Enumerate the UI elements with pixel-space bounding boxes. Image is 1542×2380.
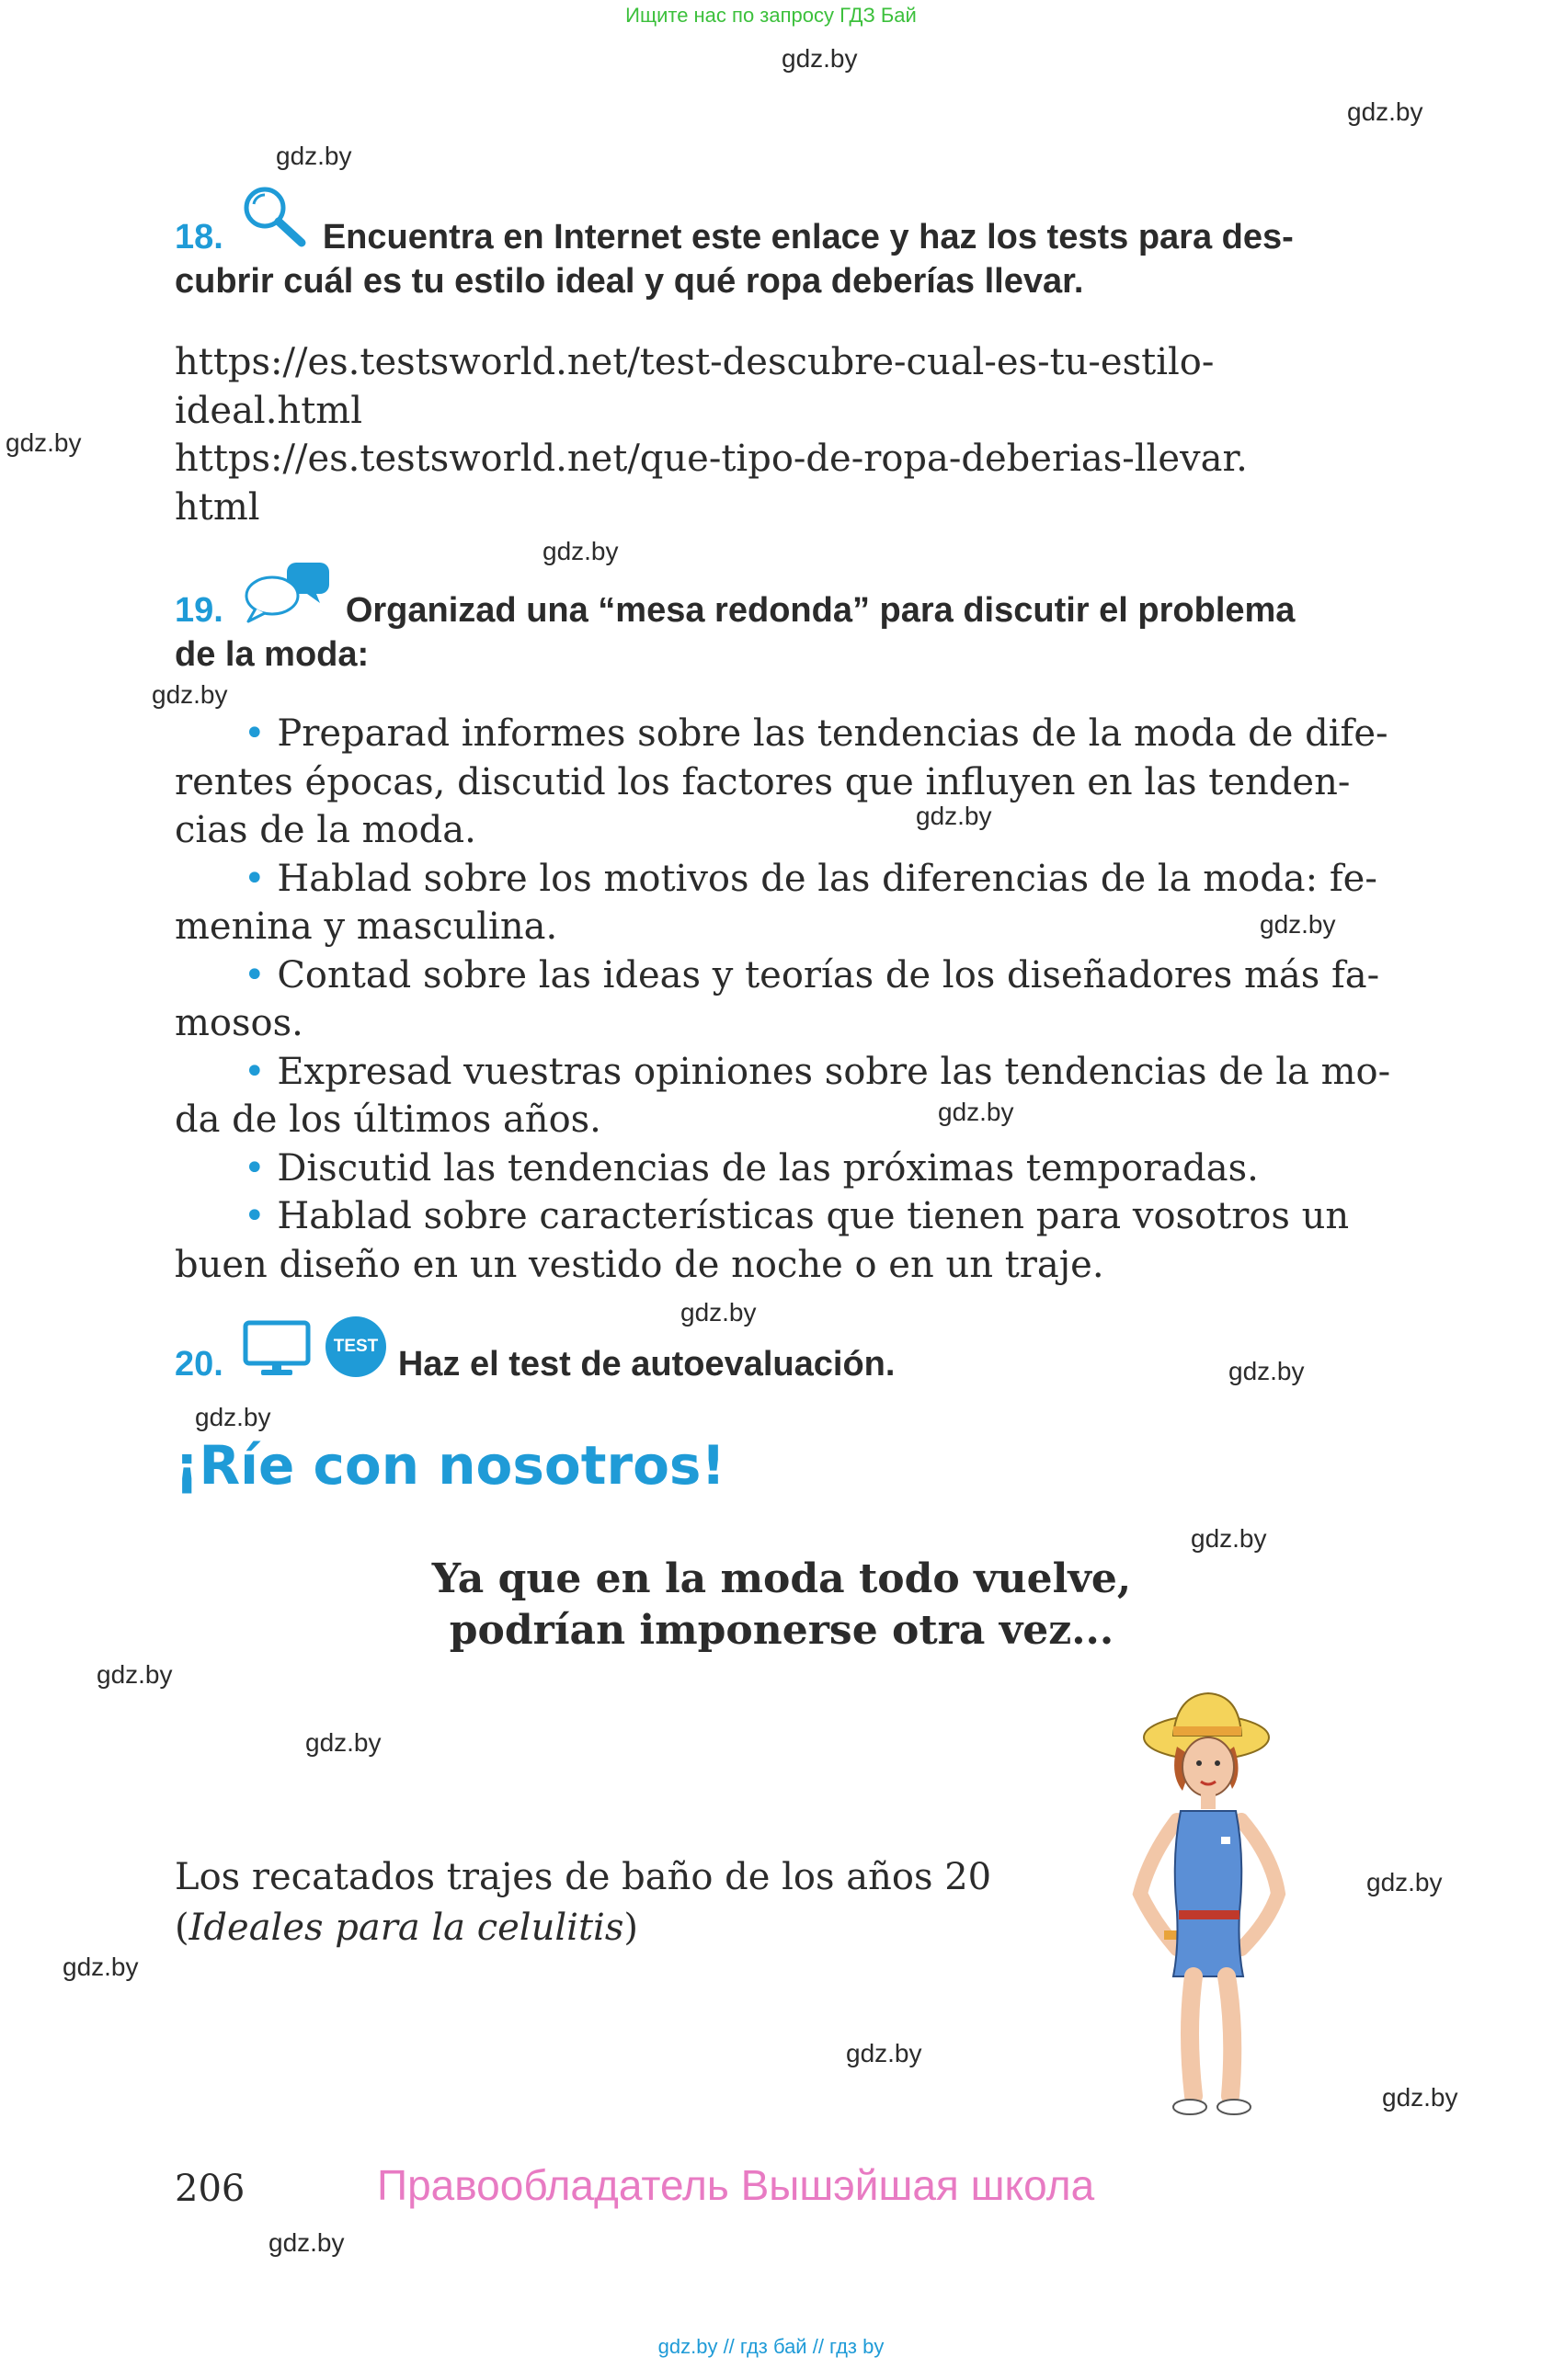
list-item — [175, 1144, 1398, 1193]
list-item-continuation: buen diseño en un vestido de noche o en un traje. — [175, 1243, 1104, 1286]
task-heading-line: Organizad una “mesa redonda” para discutir el problema — [345, 591, 1296, 630]
bullet-icon: • — [244, 1195, 266, 1237]
task-number: 20. — [175, 1345, 223, 1384]
watermark: gdz.by — [543, 537, 619, 565]
quote-line: Ya que en la moda todo vuelve, — [431, 1555, 1132, 1602]
link-line: ideal.html — [175, 389, 362, 432]
watermark: gdz.by — [276, 142, 352, 170]
watermark: gdz.by — [97, 1660, 173, 1689]
task-heading-line: Haz el test de autoevaluación. — [397, 1345, 896, 1384]
joke-caption — [175, 1852, 991, 1953]
list-item-text: Expresad vuestras opiniones sobre las tendencias de la mo- — [277, 1050, 1391, 1093]
list-item — [175, 951, 1398, 1000]
list-item-continuation: rentes épocas, discutid los factores que influyen en las tenden- — [175, 760, 1351, 803]
top-banner: Ищите нас по запросу ГДЗ Бай — [625, 4, 917, 27]
bullet-icon: • — [244, 712, 266, 755]
list-item-text: Hablad sobre los motivos de las diferencias de la moda: fe- — [277, 857, 1377, 900]
task-19-list — [175, 710, 1398, 1289]
watermark: gdz.by — [782, 44, 858, 73]
caption-line: Los recatados trajes de baño de los años 20 — [175, 1856, 992, 1898]
list-item-text: Hablad sobre características que tienen para vosotros un — [277, 1195, 1350, 1237]
test-badge-label: TEST — [333, 1337, 379, 1356]
task-18-heading — [175, 215, 1398, 303]
task-number: 18. — [175, 218, 223, 256]
watermark: gdz.by — [916, 802, 992, 830]
watermark: gdz.by — [1366, 1868, 1443, 1896]
watermark: gdz.by — [6, 428, 82, 457]
task-number: 19. — [175, 591, 223, 630]
watermark: gdz.by — [305, 1728, 382, 1757]
list-item-continuation: mosos. — [175, 1002, 303, 1044]
watermark: gdz.by — [1347, 97, 1423, 126]
list-item-text: Contad sobre las ideas y teorías de los diseñadores más fa- — [277, 953, 1380, 996]
list-item — [175, 1048, 1398, 1097]
bullet-icon: • — [244, 953, 266, 996]
list-item-continuation: menina y masculina. — [175, 905, 558, 948]
watermark: gdz.by — [938, 1098, 1014, 1126]
task-heading-line: de la moda: — [175, 635, 370, 674]
watermark: gdz.by — [63, 1953, 139, 1981]
watermark: gdz.by — [1260, 910, 1336, 939]
watermark: gdz.by — [195, 1403, 271, 1431]
list-item — [175, 710, 1398, 758]
watermark: gdz.by — [846, 2039, 922, 2067]
task-19-heading — [175, 588, 1398, 677]
task-18-links — [175, 338, 1398, 531]
link-line: https://es.testsworld.net/test-descubre-cual-es-tu-estilo- — [175, 341, 1215, 383]
bullet-icon: • — [244, 1146, 266, 1190]
link-line: https://es.testsworld.net/que-tipo-de-ropa-deberias-llevar. — [175, 438, 1248, 480]
watermark: gdz.by — [1228, 1357, 1305, 1385]
quote-line: podrían imponerse otra vez... — [449, 1607, 1114, 1654]
bullet-icon: • — [244, 857, 266, 900]
task-20-heading — [175, 1342, 1398, 1386]
copyright-holder: Правообладатель Вышэйшая школа — [377, 2161, 1095, 2209]
list-item — [175, 1192, 1398, 1241]
watermark: gdz.by — [152, 680, 228, 709]
bullet-icon: • — [244, 1050, 266, 1093]
link-line: html — [175, 485, 260, 529]
page-number: 206 — [175, 2168, 246, 2210]
section-title: ¡Ríe con nosotros! — [175, 1434, 725, 1497]
swimsuit-woman-illustration — [1113, 1682, 1315, 2127]
caption-line: (Ideales para la celulitis) — [175, 1907, 638, 1949]
list-item-continuation: da de los últimos años. — [175, 1099, 601, 1141]
joke-quote — [423, 1554, 1140, 1657]
footer-links: gdz.by // гдз бай // гдз by — [657, 2335, 885, 2358]
list-item-text: Preparad informes sobre las tendencias de la moda de dife- — [277, 712, 1388, 755]
list-item-text: Discutid las tendencias de las próximas temporadas. — [277, 1146, 1259, 1190]
watermark: gdz.by — [680, 1298, 757, 1327]
watermark: gdz.by — [1382, 2083, 1458, 2112]
task-heading-line: cubrir cuál es tu estilo ideal y qué ropa deberías llevar. — [175, 262, 1084, 301]
list-item-continuation: cias de la moda. — [175, 809, 476, 851]
list-item — [175, 855, 1398, 904]
watermark: gdz.by — [1191, 1524, 1267, 1553]
watermark: gdz.by — [268, 2228, 345, 2257]
task-heading-line: Encuentra en Internet este enlace y haz los tests para des- — [322, 218, 1294, 256]
